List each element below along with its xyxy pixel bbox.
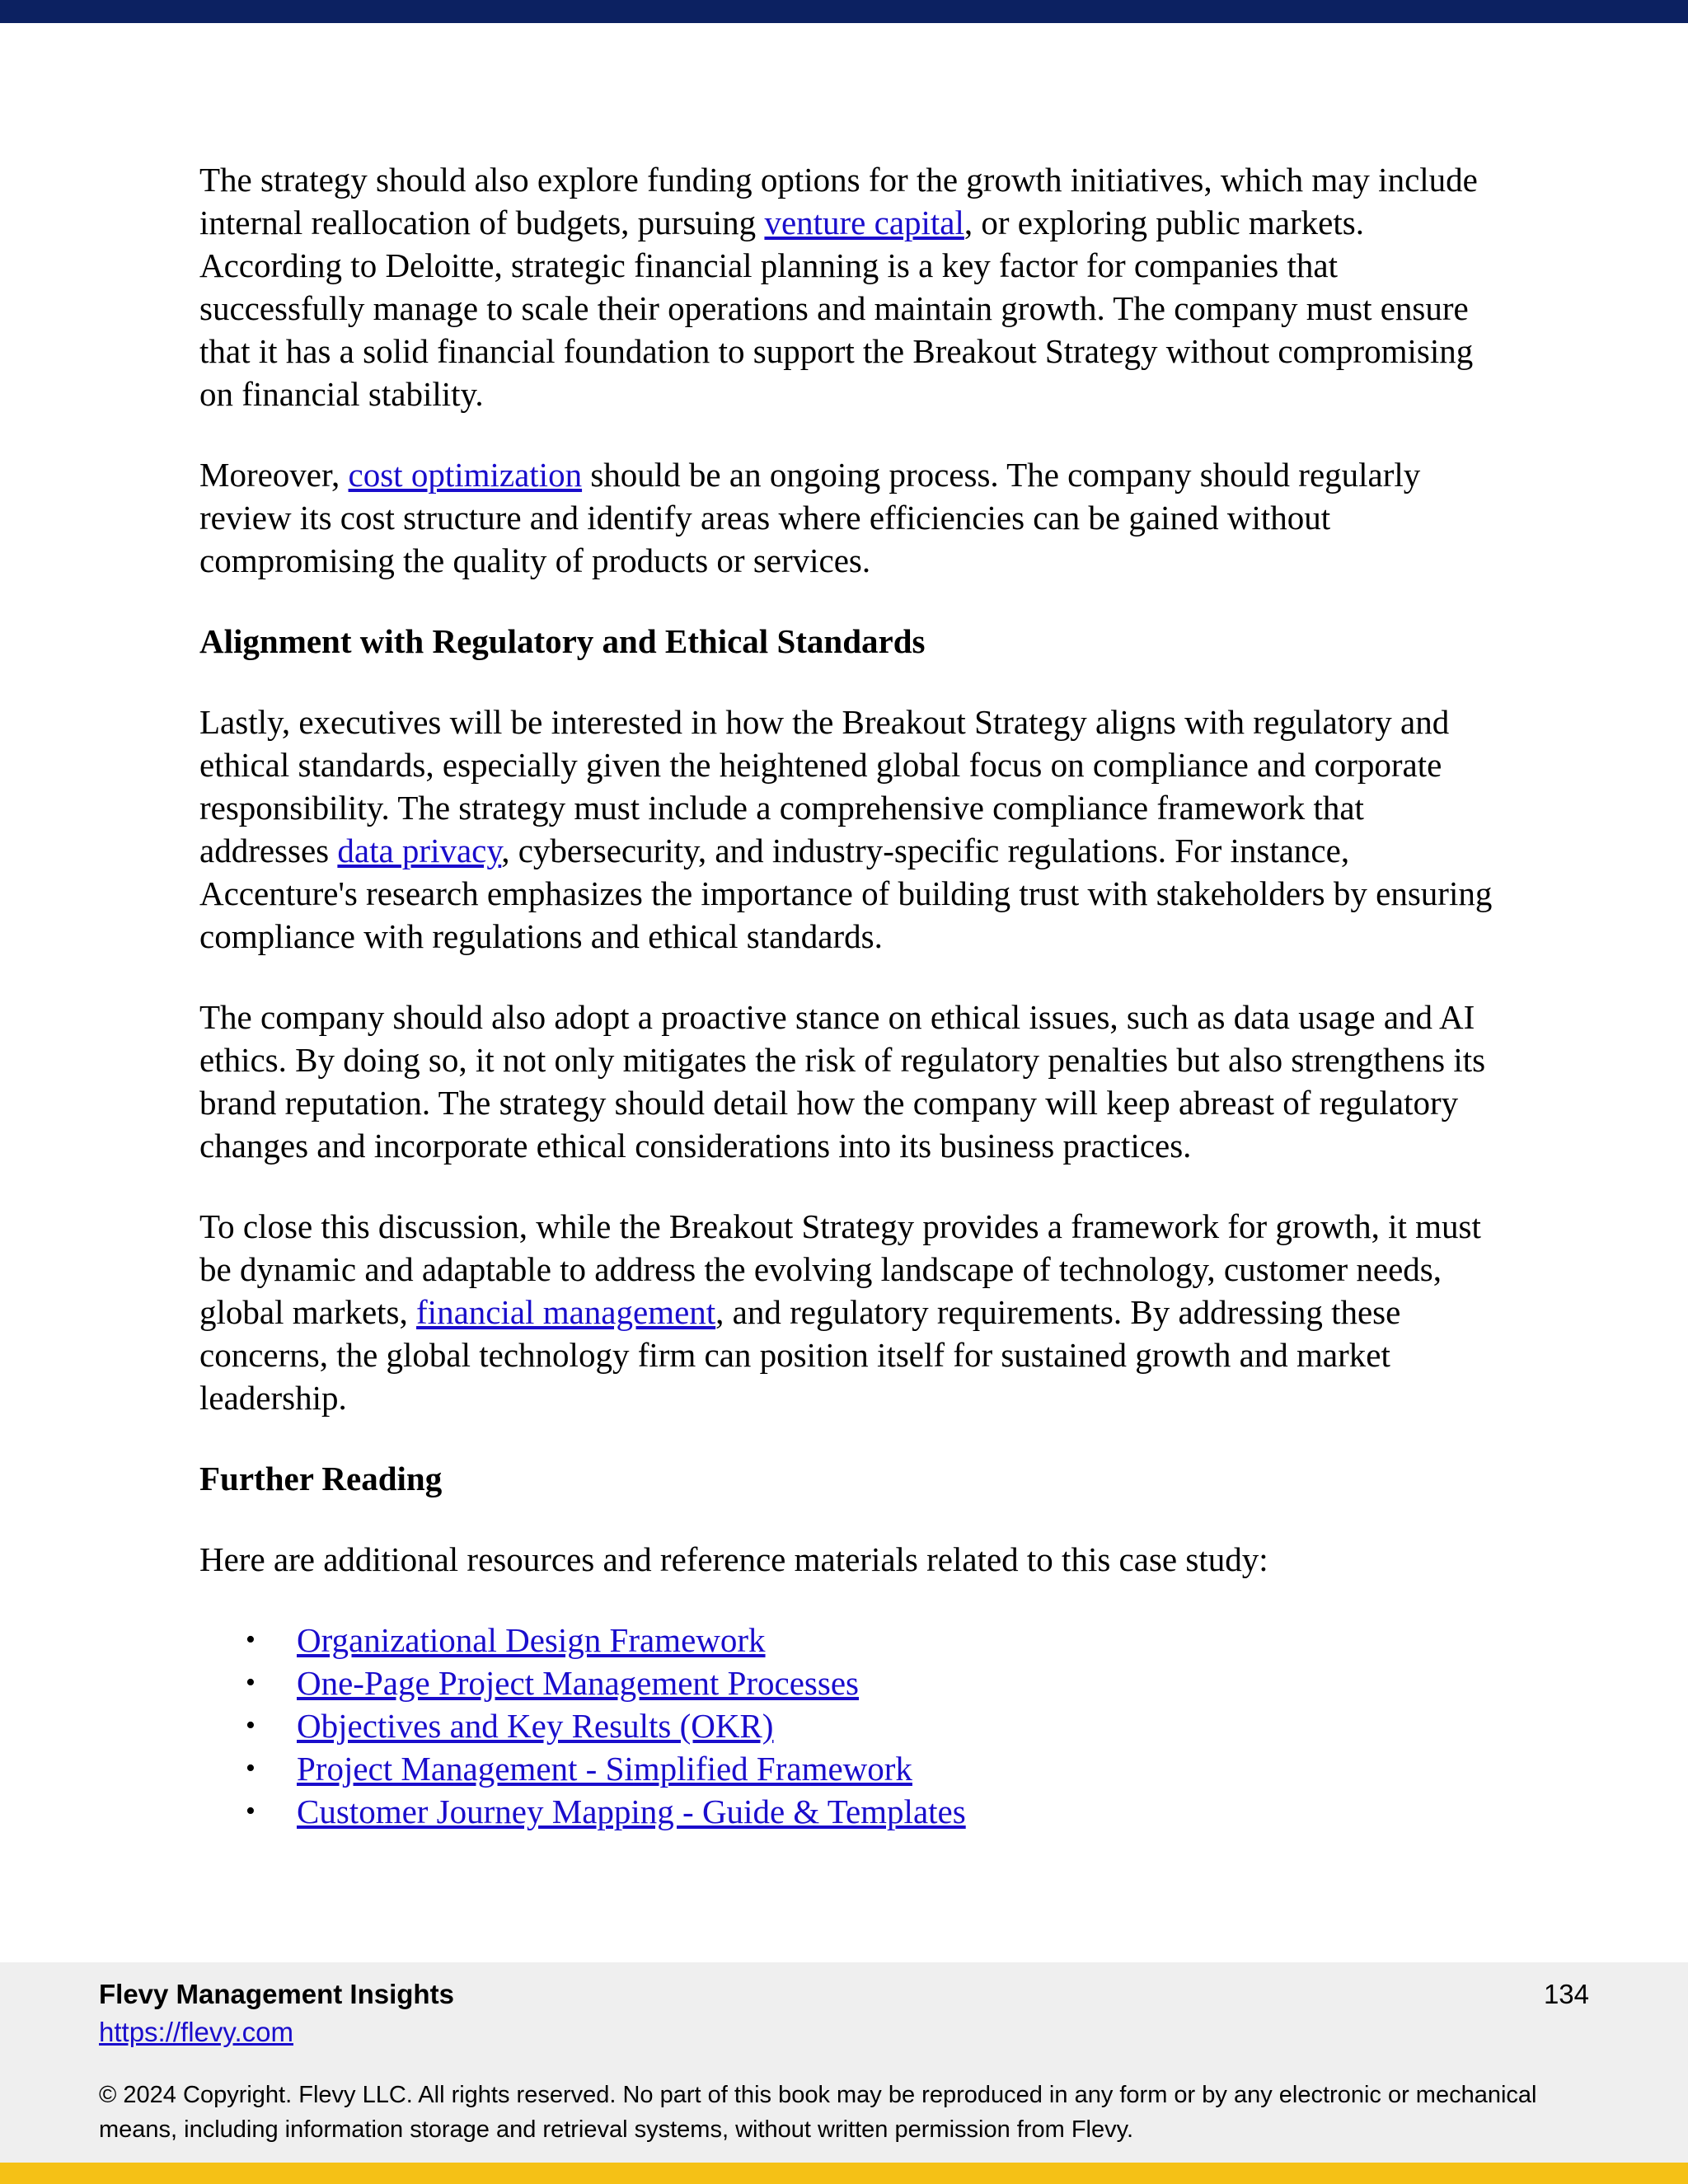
list-item — [199, 1704, 1502, 1747]
link-financial-management[interactable]: financial management — [416, 1293, 716, 1331]
bullet-icon: • — [246, 1624, 256, 1655]
paragraph-conclusion — [199, 1205, 1502, 1419]
paragraph-text: Lastly, executives will be interested in how the Breakout Strategy aligns with regulatory and ethical standards, especially given the heightened global focus on compliance and corporate responsibility. The strategy must include a comprehensive compliance framework that addresses — [199, 703, 1450, 869]
paragraph-funding — [199, 158, 1502, 415]
page-number: 134 — [1543, 1979, 1589, 2009]
document-body — [199, 158, 1502, 1833]
copyright-notice: © 2024 Copyright. Flevy LLC. All rights reserved. No part of this book may be reproduced in any form or by any electronic or mechanical means, including information storage and retrieval systems, without written permission from Flevy. — [99, 2082, 1537, 2143]
link-okr[interactable]: Objectives and Key Results (OKR) — [297, 1707, 774, 1745]
paragraph-text: , cybersecurity, and industry-specific regulations. For instance, Accenture's research emphasizes the importance of building trust with stakeholders by ensuring compliance with regulations and ethical standards. — [199, 832, 1493, 955]
footer-website-link[interactable]: https://flevy.com — [99, 2017, 293, 2047]
list-item — [199, 1747, 1502, 1790]
list-item — [199, 1790, 1502, 1833]
bullet-icon: • — [246, 1710, 256, 1741]
link-customer-journey-mapping[interactable]: Customer Journey Mapping - Guide & Templates — [297, 1793, 966, 1830]
link-venture-capital[interactable]: venture capital — [764, 204, 964, 241]
paragraph-text: , or exploring public markets. According to Deloitte, strategic financial planning is a key factor for companies that successfully manage to scale their operations and maintain growth. The company must ensure that it has a solid financial foundation to support the Breakout Strategy without compromising on financial stability. — [199, 204, 1474, 413]
link-one-page-project-management[interactable]: One-Page Project Management Processes — [297, 1664, 859, 1702]
paragraph-ethics: The company should also adopt a proactive stance on ethical issues, such as data usage and AI ethics. By doing so, it not only mitigates the risk of regulatory penalties but also strengthens its brand reputation. The strategy should detail how the company will keep abreast of regulatory changes and incorporate ethical considerations into its business practices. — [199, 998, 1486, 1165]
link-cost-optimization[interactable]: cost optimization — [348, 456, 583, 494]
paragraph-text: , and regulatory requirements. By addressing these concerns, the global technology firm can position itself for sustained growth and market leadership. — [199, 1293, 1401, 1417]
page-footer — [0, 1962, 1688, 2163]
paragraph-cost — [199, 453, 1502, 582]
section-heading-further-reading: Further Reading — [199, 1460, 443, 1497]
bullet-icon: • — [246, 1753, 256, 1783]
paragraph-text: To close this discussion, while the Breakout Strategy provides a framework for growth, it must be dynamic and adaptable to address the evolving landscape of technology, customer needs, global markets, — [199, 1207, 1481, 1331]
list-item — [199, 1661, 1502, 1704]
bottom-accent-bar — [0, 2163, 1688, 2184]
section-heading-regulatory: Alignment with Regulatory and Ethical Standards — [199, 622, 926, 660]
link-data-privacy[interactable]: data privacy — [337, 832, 502, 869]
link-project-management-simplified[interactable]: Project Management - Simplified Framework — [297, 1750, 912, 1788]
list-item — [199, 1619, 1502, 1661]
further-reading-list — [199, 1619, 1502, 1833]
top-accent-bar — [0, 0, 1688, 23]
paragraph-regulatory — [199, 701, 1502, 958]
paragraph-resources-intro: Here are additional resources and reference materials related to this case study: — [199, 1540, 1268, 1578]
footer-publisher: Flevy Management Insights — [99, 1979, 454, 2009]
paragraph-text: The strategy should also explore funding options for the growth initiatives, which may include internal reallocation of budgets, pursuing — [199, 161, 1478, 241]
paragraph-text: Moreover, — [199, 456, 349, 494]
bullet-icon: • — [246, 1796, 256, 1826]
paragraph-text: should be an ongoing process. The company should regularly review its cost structure and identify areas where efficiencies can be gained without compromising the quality of products or services. — [199, 456, 1421, 579]
bullet-icon: • — [246, 1667, 256, 1698]
link-organizational-design[interactable]: Organizational Design Framework — [297, 1621, 766, 1659]
